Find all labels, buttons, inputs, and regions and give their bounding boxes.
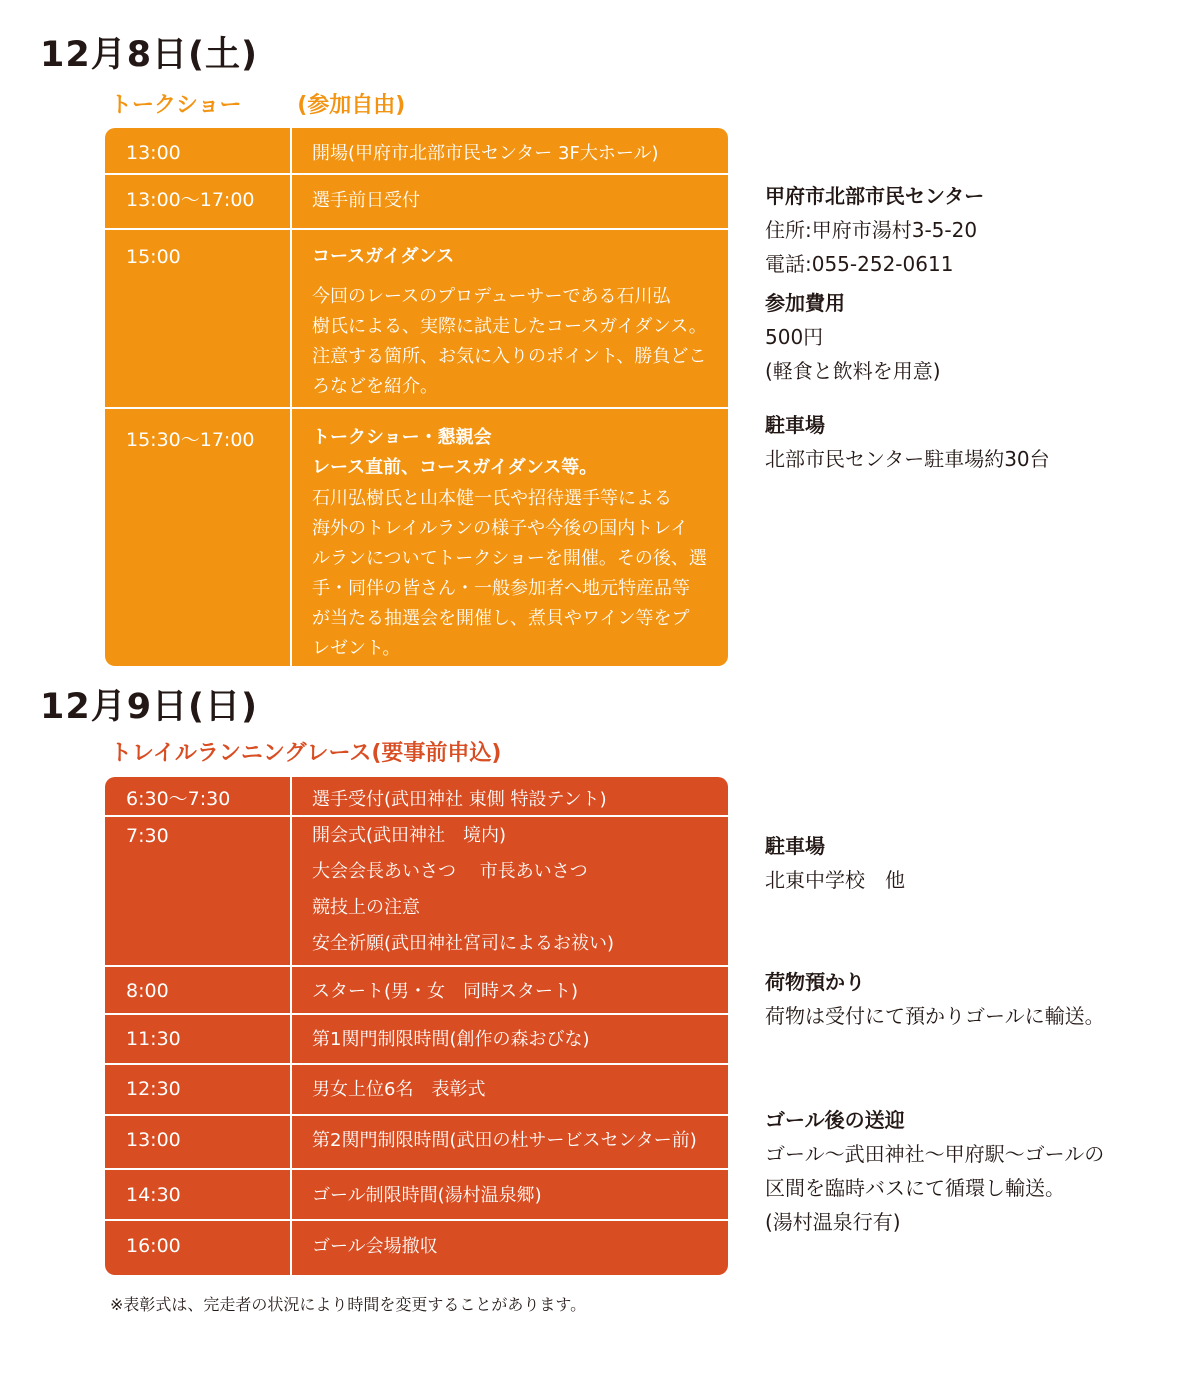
- row-line: 第1関門制限時間(創作の森おびな): [312, 1029, 590, 1050]
- schedule-row: [105, 817, 728, 967]
- shuttle-details: [765, 1137, 1104, 1239]
- schedule-row: [105, 1170, 728, 1221]
- row-title: トークショー・懇親会: [312, 427, 492, 448]
- schedule-row: [105, 1116, 728, 1170]
- row-line: 選手受付(武田神社 東側 特設テント): [312, 789, 607, 810]
- day1-heading-note: (参加自由): [297, 93, 406, 118]
- luggage-details: 荷物は受付にて預かりゴールに輸送。: [765, 1004, 1105, 1028]
- schedule-row: [105, 1065, 728, 1116]
- shuttle-line: (湯村温泉行有): [765, 1210, 901, 1234]
- row-body-line: 海外のトレイルランの様子や今後の国内トレイ: [312, 518, 689, 540]
- row-body-line: ろなどを紹介。: [312, 375, 438, 397]
- row-time: 14:30: [105, 1170, 292, 1219]
- day2-title: 12月9日(日): [40, 687, 259, 727]
- row-line: 競技上の注意: [312, 897, 420, 918]
- schedule-row: [105, 128, 728, 175]
- fee-details: [765, 320, 941, 388]
- row-body-line: 樹氏による、実際に試走したコースガイダンス。: [312, 315, 707, 337]
- day2-section-heading: トレイルランニングレース(要事前申込): [110, 741, 502, 766]
- fee-title: 参加費用: [765, 291, 845, 315]
- day2-schedule-table: [105, 777, 728, 1275]
- shuttle-title: ゴール後の送迎: [765, 1108, 905, 1132]
- row-time: 13:00: [105, 1116, 292, 1168]
- day1-schedule-table: [105, 128, 728, 666]
- schedule-row: [105, 967, 728, 1015]
- venue-address: 住所:甲府市湯村3-5-20: [765, 218, 978, 242]
- row-line: 安全祈願(武田神社宮司によるお祓い): [312, 933, 615, 954]
- row-body-line: 手・同伴の皆さん・一般参加者へ地元特産品等: [312, 578, 690, 600]
- shuttle-line: 区間を臨時バスにて循環し輸送。: [765, 1176, 1065, 1200]
- row-time: 13:00: [105, 128, 292, 173]
- row-body-line: 石川弘樹氏と山本健一氏や招待選手等による: [312, 488, 672, 510]
- schedule-row: [105, 409, 728, 666]
- row-line: ゴール会場撤収: [312, 1236, 438, 1257]
- row-time: 16:00: [105, 1221, 292, 1275]
- row-time: 15:00: [105, 230, 292, 407]
- row-time: 13:00〜17:00: [105, 175, 292, 228]
- shuttle-line: ゴール〜武田神社〜甲府駅〜ゴールの: [765, 1142, 1105, 1166]
- row-time: 8:00: [105, 967, 292, 1013]
- venue-phone: 電話:055-252-0611: [765, 252, 954, 276]
- footnote: ※表彰式は、完走者の状況により時間を変更することがあります。: [110, 1295, 587, 1314]
- row-body-line: が当たる抽選会を開催し、煮貝やワイン等をプ: [312, 608, 690, 630]
- row-time: 12:30: [105, 1065, 292, 1114]
- row-line: 大会会長あいさつ 市長あいさつ: [312, 861, 588, 882]
- row-time: 7:30: [105, 817, 292, 965]
- venue-details: [765, 213, 977, 281]
- row-line: 第2関門制限時間(武田の杜サービスセンター前): [312, 1130, 697, 1151]
- fee-note: (軽食と飲料を用意): [765, 359, 941, 383]
- row-body-line: レゼント。: [312, 638, 401, 660]
- parking-title: 駐車場: [765, 413, 825, 437]
- row-line: スタート(男・女 同時スタート): [312, 981, 579, 1002]
- day1-title: 12月8日(土): [40, 35, 259, 75]
- schedule-row: [105, 1015, 728, 1065]
- row-time: 6:30〜7:30: [105, 777, 292, 815]
- row-line: 男女上位6名 表彰式: [312, 1079, 486, 1100]
- schedule-row: [105, 175, 728, 230]
- row-title: 選手前日受付: [312, 190, 420, 211]
- row-body-line: ルランについてトークショーを開催。その後、選: [312, 548, 707, 570]
- fee-amount: 500円: [765, 325, 824, 349]
- row-title: 開場(甲府市北部市民センター 3F大ホール): [312, 143, 659, 164]
- parking-details: 北東中学校 他: [765, 868, 905, 892]
- venue-title: 甲府市北部市民センター: [765, 184, 985, 208]
- schedule-row: [105, 1221, 728, 1275]
- schedule-row: [105, 230, 728, 409]
- parking-title: 駐車場: [765, 834, 825, 858]
- row-time: 11:30: [105, 1015, 292, 1063]
- row-time: 15:30〜17:00: [105, 409, 292, 666]
- row-title: コースガイダンス: [312, 246, 455, 267]
- row-subtitle: レース直前、コースガイダンス等。: [312, 456, 598, 478]
- day1-section-heading: [110, 95, 405, 117]
- day1-heading-name: トークショー: [110, 93, 242, 118]
- row-line: 開会式(武田神社 境内): [312, 825, 507, 846]
- schedule-row: [105, 777, 728, 817]
- row-body-line: 今回のレースのプロデューサーである石川弘: [312, 285, 671, 307]
- luggage-title: 荷物預かり: [765, 970, 865, 994]
- row-body-line: 注意する箇所、お気に入りのポイント、勝負どこ: [312, 345, 707, 367]
- parking-details: 北部市民センター駐車場約30台: [765, 447, 1050, 471]
- row-line: ゴール制限時間(湯村温泉郷): [312, 1185, 542, 1206]
